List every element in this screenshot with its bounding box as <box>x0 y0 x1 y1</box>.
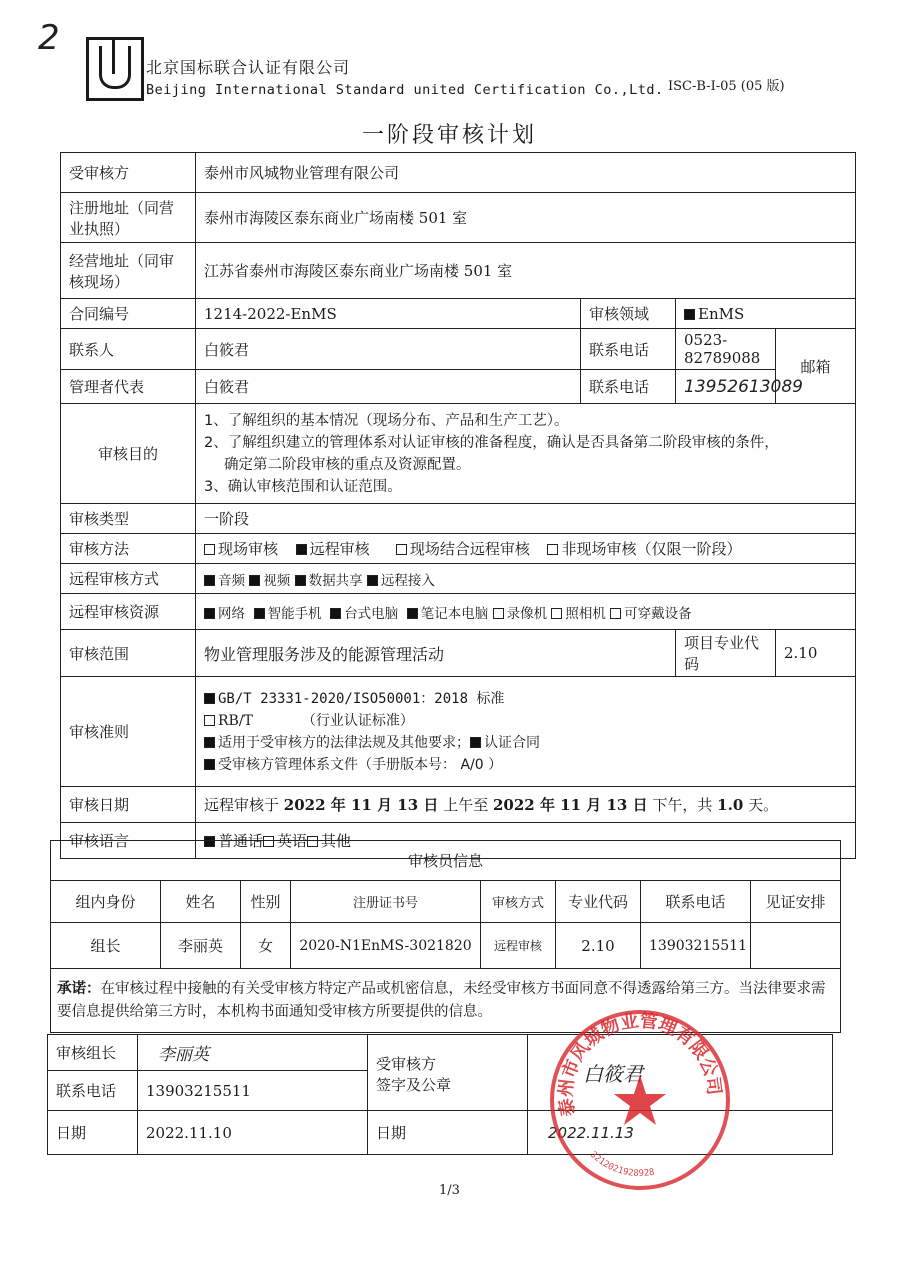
remote-mode-options: 音频 视频 数据共享 远程接入 <box>196 564 856 594</box>
scope-code-value: 2.10 <box>776 630 856 677</box>
domain-label: 审核领域 <box>581 299 676 329</box>
contract-label: 合同编号 <box>61 299 196 329</box>
audit-date-label: 审核日期 <box>61 787 196 823</box>
cell-phone: 13903215511 <box>641 923 751 969</box>
resource-checkbox <box>551 608 562 619</box>
col-header: 注册证书号 <box>291 881 481 923</box>
auditee-signature: 白筱君 <box>528 1035 833 1111</box>
rep-value: 白筱君 <box>196 370 581 404</box>
scope-label: 审核范围 <box>61 630 196 677</box>
criteria-checkbox <box>204 737 215 748</box>
col-header: 见证安排 <box>751 881 841 923</box>
reg-addr-value: 泰州市海陵区泰东商业广场南楼 501 室 <box>196 193 856 243</box>
purpose-item: 确定第二阶段审核的重点及资源配置。 <box>224 456 471 473</box>
resource-checkbox <box>330 608 341 619</box>
page-number: 1/3 <box>439 1183 460 1198</box>
resource-checkbox <box>407 608 418 619</box>
criteria-std: GB/T 23331-2020/ISO50001：2018 标准 <box>204 688 847 710</box>
method-checkbox <box>204 544 215 555</box>
resource-checkbox <box>493 608 504 619</box>
seal-code: 3212021928928 <box>587 1149 656 1180</box>
leader-date-label: 日期 <box>48 1111 138 1155</box>
resource-checkbox <box>204 608 215 619</box>
rep-label: 管理者代表 <box>61 370 196 404</box>
cell-role: 组长 <box>51 923 161 969</box>
email-label: 邮箱 <box>776 329 856 404</box>
purpose-item: 3、确认审核范围和认证范围。 <box>204 478 402 495</box>
col-header: 专业代码 <box>556 881 641 923</box>
op-addr-value: 江苏省泰州市海陵区泰东商业广场南楼 501 室 <box>196 243 856 299</box>
leader-date-value: 2022.11.10 <box>138 1111 368 1155</box>
purpose-item: 1、了解组织的基本情况（现场分布、产品和生产工艺）。 <box>204 412 569 429</box>
auditee-label: 受审核方 <box>61 153 196 193</box>
cell-gender: 女 <box>241 923 291 969</box>
purpose-label: 审核目的 <box>61 404 196 504</box>
audit-date-value: 远程审核于 2022 年 11 月 13 日 上午至 2022 年 11 月 13 日 下午，共 1.0 天。 <box>196 787 856 823</box>
criteria-list <box>196 677 856 787</box>
audit-method-label: 审核方法 <box>61 534 196 564</box>
leader-phone-value: 13903215511 <box>138 1071 368 1111</box>
rep-phone-label: 联系电话 <box>581 370 676 404</box>
cell-method: 远程审核 <box>481 923 556 969</box>
language-label: 审核语言 <box>61 823 196 859</box>
method-checkbox <box>396 544 407 555</box>
contract-value: 1214-2022-EnMS <box>196 299 581 329</box>
col-header: 组内身份 <box>51 881 161 923</box>
criteria-checkbox <box>204 715 215 726</box>
seal-text: 泰州市风城物业管理有限公司 <box>555 1010 725 1118</box>
leader-label: 审核组长 <box>48 1035 138 1071</box>
auditor-section-title: 审核员信息 <box>51 841 841 881</box>
auditee-date-value: 2022.11.13 <box>528 1111 833 1155</box>
auditee-sign-label: 受审核方 签字及公章 <box>368 1035 528 1111</box>
purpose-item: 2、了解组织建立的管理体系对认证审核的准备程度，确认是否具备第二阶段审核的条件， <box>204 434 779 451</box>
cell-cert: 2020-N1EnMS-3021820 <box>291 923 481 969</box>
commitment-text: 承诺：在审核过程中接触的有关受审核方特定产品或机密信息，未经受审核方书面同意不得透露给第三方。当法律要求需要信息提供给第三方时，本机构书面通知受审核方所要提供的信息。 <box>51 969 841 1033</box>
reg-addr-label: 注册地址（同营业执照） <box>61 193 196 243</box>
contact-value: 白筱君 <box>196 329 581 370</box>
op-addr-label: 经营地址（同审核现场） <box>61 243 196 299</box>
col-header: 性别 <box>241 881 291 923</box>
contact-label: 联系人 <box>61 329 196 370</box>
audit-type-value: 一阶段 <box>196 504 856 534</box>
remote-mode-label: 远程审核方式 <box>61 564 196 594</box>
leader-signature: 李丽英 <box>138 1035 368 1071</box>
page-title: 一阶段审核计划 <box>361 123 537 148</box>
criteria-label: 审核准则 <box>61 677 196 787</box>
mode-checkbox <box>295 575 306 586</box>
language-options: 普通话 英语 其他 <box>196 823 856 859</box>
resource-checkbox <box>254 608 265 619</box>
seal-star-icon <box>614 1075 666 1125</box>
criteria-checkbox <box>470 737 481 748</box>
mode-checkbox <box>249 575 260 586</box>
remote-resource-label: 远程审核资源 <box>61 594 196 630</box>
purpose-list <box>196 404 856 504</box>
col-header: 姓名 <box>161 881 241 923</box>
auditee-value: 泰州市风城物业管理有限公司 <box>196 153 856 193</box>
domain-checkbox <box>684 309 695 320</box>
audit-type-label: 审核类型 <box>61 504 196 534</box>
cell-code: 2.10 <box>556 923 641 969</box>
rep-phone-value: 13952613089 <box>676 370 776 404</box>
criteria-docs: 受审核方管理体系文件（手册版本号： A/0 ） <box>204 754 847 776</box>
corner-mark: 2 <box>38 18 60 58</box>
col-header: 审核方式 <box>481 881 556 923</box>
col-header: 联系电话 <box>641 881 751 923</box>
phone-label: 联系电话 <box>581 329 676 370</box>
company-name-en: Beijing International Standard united Certification Co.,Ltd. <box>146 82 664 98</box>
company-seal <box>545 1005 735 1195</box>
resource-checkbox <box>610 608 621 619</box>
phone-value: 0523-82789088 <box>676 329 776 370</box>
mode-checkbox <box>204 575 215 586</box>
audit-plan-table <box>60 152 856 859</box>
method-checkbox <box>296 544 307 555</box>
doc-code: ISC-B-I-05 (05 版) <box>668 79 785 94</box>
leader-phone-label: 联系电话 <box>48 1071 138 1111</box>
criteria-checkbox <box>204 759 215 770</box>
criteria-rb: RB/T （行业认证标准） <box>204 710 847 732</box>
audit-method-options: 现场审核 远程审核 现场结合远程审核 非现场审核（仅限一阶段） <box>196 534 856 564</box>
cell-witness <box>751 923 841 969</box>
criteria-checkbox <box>204 693 215 704</box>
auditor-header-row <box>51 881 841 923</box>
scope-value: 物业管理服务涉及的能源管理活动 <box>196 630 676 677</box>
company-name-cn: 北京国标联合认证有限公司 <box>146 58 351 77</box>
mode-checkbox <box>367 575 378 586</box>
criteria-law: 适用于受审核方的法律法规及其他要求； 认证合同 <box>204 732 847 754</box>
method-checkbox <box>547 544 558 555</box>
company-logo <box>86 37 144 101</box>
scope-code-label: 项目专业代码 <box>676 630 776 677</box>
auditee-date-label: 日期 <box>368 1111 528 1155</box>
domain-value: EnMS <box>676 299 856 329</box>
table-row <box>51 923 841 969</box>
remote-resource-options: 网络 智能手机 台式电脑 笔记本电脑 录像机 照相机 可穿戴设备 <box>196 594 856 630</box>
cell-name: 李丽英 <box>161 923 241 969</box>
